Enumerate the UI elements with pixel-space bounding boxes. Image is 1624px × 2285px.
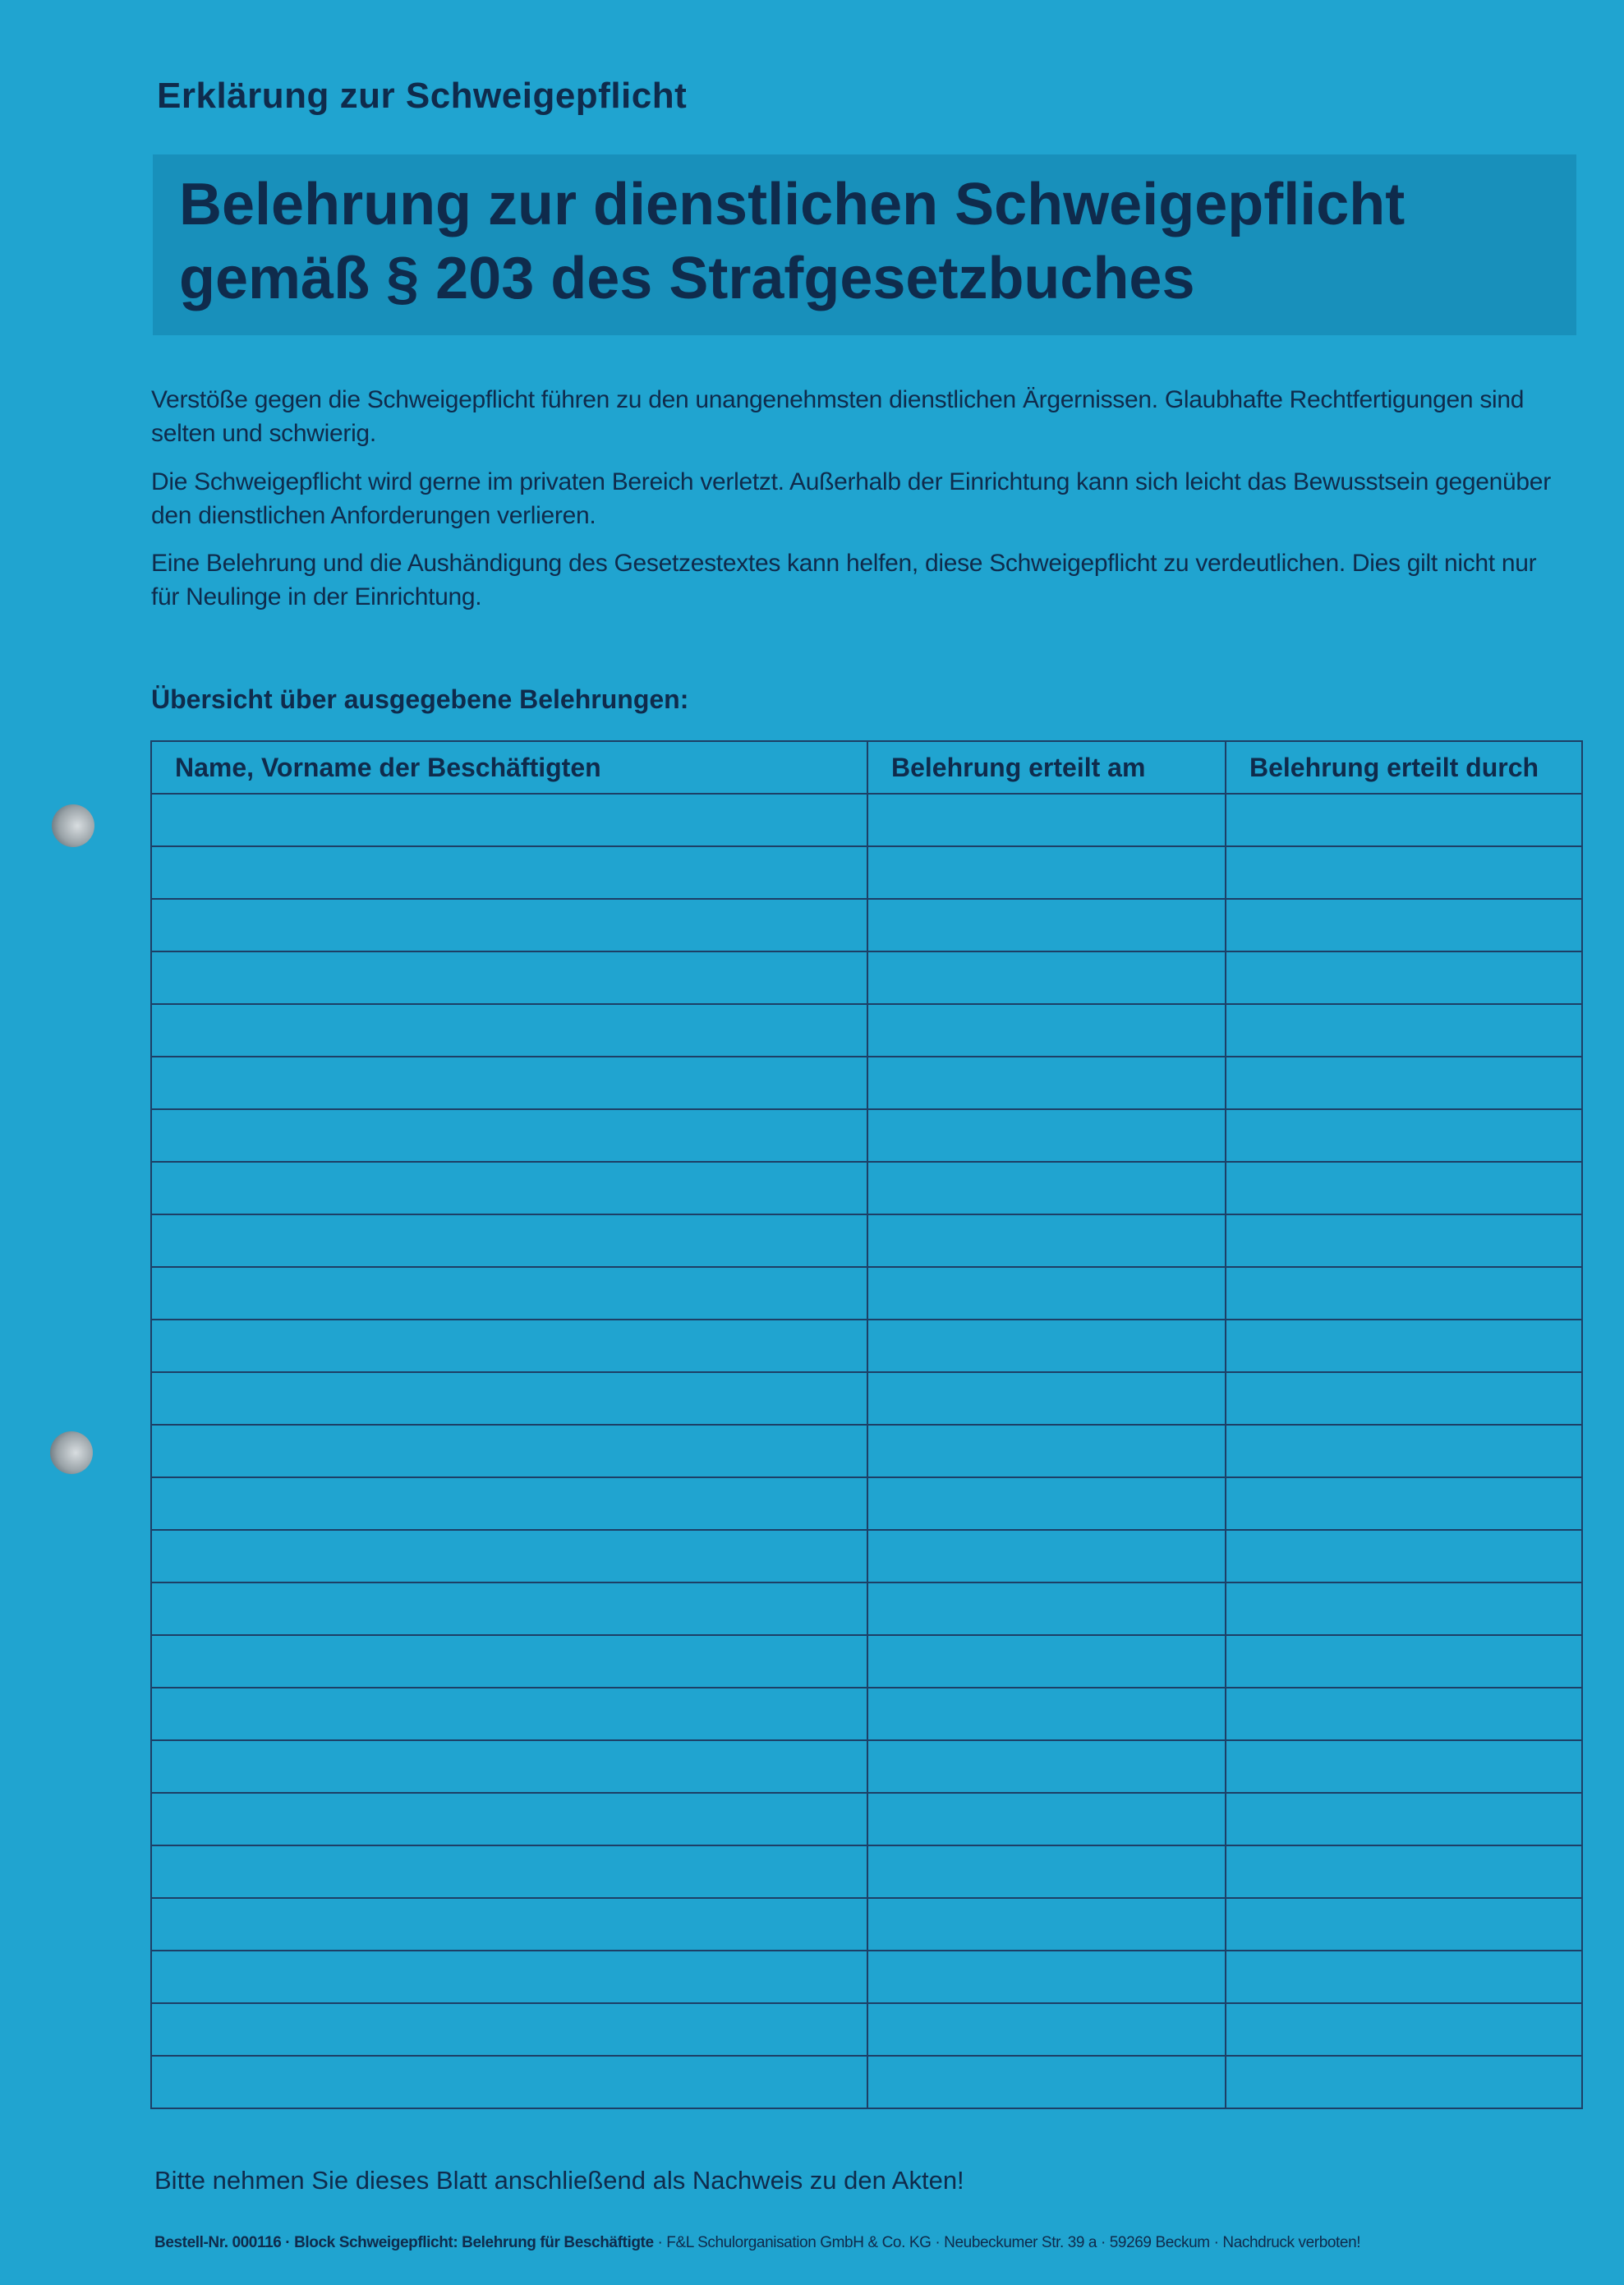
- table-row: [151, 1267, 1582, 1320]
- name-cell[interactable]: [151, 1267, 867, 1320]
- name-cell[interactable]: [151, 1530, 867, 1582]
- name-cell[interactable]: [151, 1372, 867, 1425]
- date-cell[interactable]: [867, 1951, 1226, 2003]
- name-cell[interactable]: [151, 2056, 867, 2108]
- table-row: [151, 1057, 1582, 1109]
- table-row: [151, 1530, 1582, 1582]
- by-cell[interactable]: [1226, 1898, 1582, 1951]
- by-cell[interactable]: [1226, 951, 1582, 1004]
- date-cell[interactable]: [867, 1372, 1226, 1425]
- date-cell[interactable]: [867, 1740, 1226, 1793]
- name-cell[interactable]: [151, 1109, 867, 1162]
- by-cell[interactable]: [1226, 899, 1582, 951]
- date-cell[interactable]: [867, 951, 1226, 1004]
- name-cell[interactable]: [151, 951, 867, 1004]
- date-cell[interactable]: [867, 899, 1226, 951]
- table-row: [151, 1688, 1582, 1740]
- table-row: [151, 899, 1582, 951]
- by-cell[interactable]: [1226, 1162, 1582, 1214]
- column-header-name: Name, Vorname der Beschäftigten: [151, 741, 867, 794]
- name-cell[interactable]: [151, 1898, 867, 1951]
- name-cell[interactable]: [151, 1477, 867, 1530]
- date-cell[interactable]: [867, 794, 1226, 846]
- overview-heading: Übersicht über ausgegebene Belehrungen:: [151, 684, 689, 714]
- name-cell[interactable]: [151, 1740, 867, 1793]
- by-cell[interactable]: [1226, 1372, 1582, 1425]
- title-band: [153, 154, 1576, 335]
- by-cell[interactable]: [1226, 794, 1582, 846]
- by-cell[interactable]: [1226, 1477, 1582, 1530]
- table-row: [151, 1951, 1582, 2003]
- by-cell[interactable]: [1226, 1582, 1582, 1635]
- table-row: [151, 1320, 1582, 1372]
- by-cell[interactable]: [1226, 1530, 1582, 1582]
- table-row: [151, 1793, 1582, 1845]
- name-cell[interactable]: [151, 1057, 867, 1109]
- by-cell[interactable]: [1226, 1267, 1582, 1320]
- name-cell[interactable]: [151, 1320, 867, 1372]
- name-cell[interactable]: [151, 1635, 867, 1688]
- by-cell[interactable]: [1226, 1740, 1582, 1793]
- date-cell[interactable]: [867, 1845, 1226, 1898]
- date-cell[interactable]: [867, 1162, 1226, 1214]
- name-cell[interactable]: [151, 1793, 867, 1845]
- table-row: [151, 846, 1582, 899]
- name-cell[interactable]: [151, 1162, 867, 1214]
- table-row: [151, 1845, 1582, 1898]
- name-cell[interactable]: [151, 1004, 867, 1057]
- paragraph: Die Schweigepflicht wird gerne im privaten Bereich verletzt. Außerhalb der Einrichtung kann sich leicht das Bewusstsein gegenüber den dienstlichen Anforderungen verlieren.: [151, 468, 1551, 529]
- table-row: [151, 2056, 1582, 2108]
- name-cell[interactable]: [151, 794, 867, 846]
- name-cell[interactable]: [151, 899, 867, 951]
- date-cell[interactable]: [867, 1688, 1226, 1740]
- table-row: [151, 1425, 1582, 1477]
- date-cell[interactable]: [867, 1898, 1226, 1951]
- instruction-log-table: [150, 740, 1583, 2109]
- by-cell[interactable]: [1226, 1635, 1582, 1688]
- date-cell[interactable]: [867, 1320, 1226, 1372]
- paragraph: Eine Belehrung und die Aushändigung des Gesetzestextes kann helfen, diese Schweigepflicht zu verdeutlichen. Dies gilt nicht nur für Neulinge in der Einrichtung.: [151, 550, 1537, 610]
- table-row: [151, 951, 1582, 1004]
- table-row: [151, 1004, 1582, 1057]
- name-cell[interactable]: [151, 1951, 867, 2003]
- title-line-2: gemäß § 203 des Strafgesetzbuches: [179, 246, 1195, 311]
- by-cell[interactable]: [1226, 1688, 1582, 1740]
- form-kicker: Erklärung zur Schweigepflicht: [157, 76, 688, 116]
- date-cell[interactable]: [867, 1214, 1226, 1267]
- by-cell[interactable]: [1226, 846, 1582, 899]
- paragraph: Verstöße gegen die Schweigepflicht führen zu den unangenehmsten dienstlichen Ärgernissen. Glaubhafte Rechtfertigungen sind selten und schwierig.: [151, 386, 1525, 447]
- date-cell[interactable]: [867, 1582, 1226, 1635]
- by-cell[interactable]: [1226, 1320, 1582, 1372]
- footer-publisher: · F&L Schulorganisation GmbH & Co. KG · Neubeckumer Str. 39 a · 59269 Beckum · Nachdruck verboten!: [653, 2234, 1361, 2251]
- date-cell[interactable]: [867, 1109, 1226, 1162]
- column-header-date: Belehrung erteilt am: [867, 741, 1226, 794]
- column-header-by: Belehrung erteilt durch: [1226, 741, 1582, 794]
- date-cell[interactable]: [867, 1267, 1226, 1320]
- table-row: [151, 1635, 1582, 1688]
- title-line-1: Belehrung zur dienstlichen Schweigepflicht: [179, 172, 1405, 237]
- by-cell[interactable]: [1226, 2003, 1582, 2056]
- punch-hole: [50, 1431, 93, 1474]
- date-cell[interactable]: [867, 1425, 1226, 1477]
- date-cell[interactable]: [867, 846, 1226, 899]
- by-cell[interactable]: [1226, 1214, 1582, 1267]
- table-row: [151, 794, 1582, 846]
- name-cell[interactable]: [151, 2003, 867, 2056]
- by-cell[interactable]: [1226, 1793, 1582, 1845]
- table-row: [151, 1477, 1582, 1530]
- by-cell[interactable]: [1226, 1845, 1582, 1898]
- footer: [154, 2234, 1360, 2252]
- name-cell[interactable]: [151, 846, 867, 899]
- name-cell[interactable]: [151, 1425, 867, 1477]
- table-row: [151, 1582, 1582, 1635]
- by-cell[interactable]: [1226, 1057, 1582, 1109]
- by-cell[interactable]: [1226, 1109, 1582, 1162]
- punch-hole: [52, 804, 94, 847]
- table-row: [151, 1214, 1582, 1267]
- by-cell[interactable]: [1226, 1004, 1582, 1057]
- date-cell[interactable]: [867, 2003, 1226, 2056]
- name-cell[interactable]: [151, 1688, 867, 1740]
- table-row: [151, 1898, 1582, 1951]
- table-row: [151, 1372, 1582, 1425]
- date-cell[interactable]: [867, 1477, 1226, 1530]
- table-row: [151, 1109, 1582, 1162]
- by-cell[interactable]: [1226, 1425, 1582, 1477]
- name-cell[interactable]: [151, 1845, 867, 1898]
- by-cell[interactable]: [1226, 2056, 1582, 2108]
- date-cell[interactable]: [867, 1004, 1226, 1057]
- table-row: [151, 1162, 1582, 1214]
- table-row: [151, 1740, 1582, 1793]
- date-cell[interactable]: [867, 1057, 1226, 1109]
- date-cell[interactable]: [867, 1793, 1226, 1845]
- by-cell[interactable]: [1226, 1951, 1582, 2003]
- date-cell[interactable]: [867, 1530, 1226, 1582]
- filing-note: Bitte nehmen Sie dieses Blatt anschließend als Nachweis zu den Akten!: [154, 2166, 964, 2195]
- table-row: [151, 2003, 1582, 2056]
- name-cell[interactable]: [151, 1582, 867, 1635]
- name-cell[interactable]: [151, 1214, 867, 1267]
- date-cell[interactable]: [867, 1635, 1226, 1688]
- footer-order-info: Bestell-Nr. 000116 · Block Schweigepflicht: Belehrung für Beschäftigte: [154, 2234, 654, 2251]
- date-cell[interactable]: [867, 2056, 1226, 2108]
